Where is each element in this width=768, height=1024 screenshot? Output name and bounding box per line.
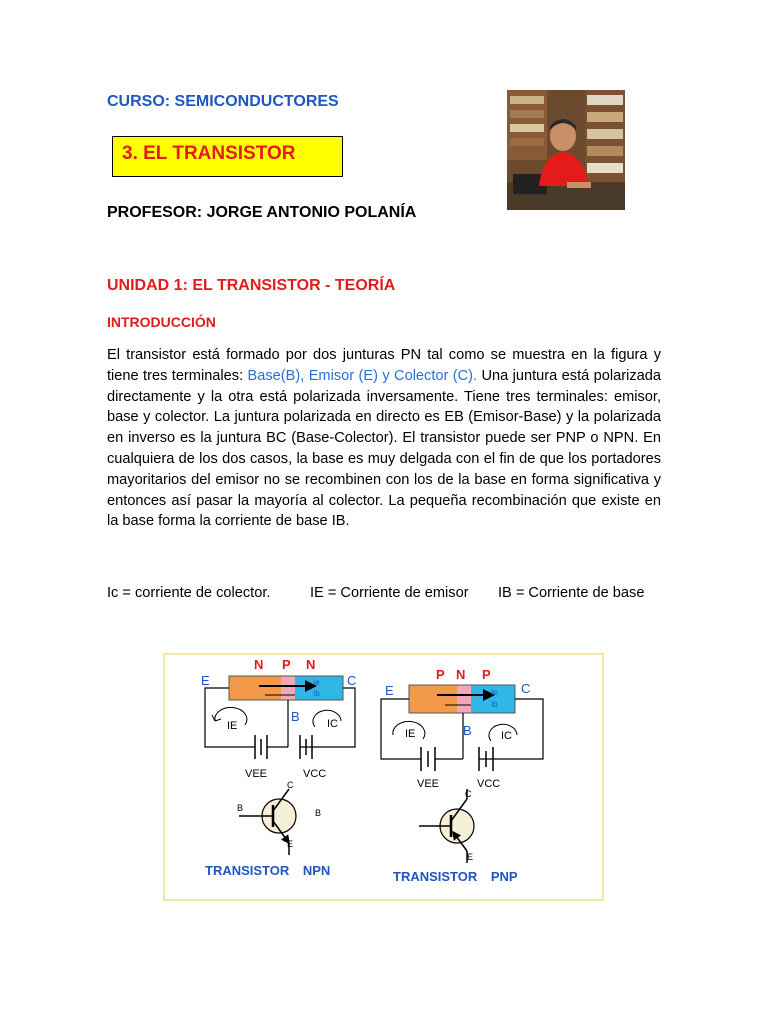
npn-layer-2: P <box>282 657 291 672</box>
pnp-vcc-label: VCC <box>477 778 501 790</box>
transistor-figure <box>163 653 604 901</box>
ib-definition: IB = Corriente de base <box>498 585 645 601</box>
npn-c-label: C <box>347 673 357 688</box>
ic-definition: Ic = corriente de colector. <box>107 585 271 601</box>
ie-definition: IE = Corriente de emisor <box>310 585 469 601</box>
course-title: CURSO: SEMICONDUCTORES <box>107 93 339 110</box>
professor-name: PROFESOR: JORGE ANTONIO POLANÍA <box>107 204 417 221</box>
npn-inner-ie: Ie <box>313 678 320 687</box>
paragraph-text-1: El transistor está formado por dos junturas PN tal como se muestra en la figura y tiene tres terminales: <box>107 347 661 384</box>
pnp-layer-1: P <box>436 667 445 682</box>
pnp-sym-c: C <box>465 789 472 799</box>
npn-e-label: E <box>201 673 210 688</box>
npn-layer-3: N <box>306 657 316 672</box>
pnp-ie-label: IE <box>405 728 416 740</box>
npn-inner-ib: Ib <box>313 689 320 698</box>
pnp-b-label: B <box>463 723 472 738</box>
npn-sym-c: C <box>287 780 294 790</box>
pnp-ic-label: IC <box>501 730 512 742</box>
pnp-e-label: E <box>385 683 394 698</box>
npn-sym-b-right: B <box>315 808 322 818</box>
npn-layer-1: N <box>254 657 264 672</box>
pnp-base-region <box>457 685 471 713</box>
pnp-layer-2: N <box>456 667 466 682</box>
pnp-sym-e: E <box>467 852 474 862</box>
npn-ic-label: IC <box>327 718 338 730</box>
npn-base-region <box>281 676 295 700</box>
document-title: 3. EL TRANSISTOR <box>122 143 296 164</box>
pnp-inner-ib: Ib <box>491 700 498 709</box>
pnp-caption: TRANSISTOR PNP <box>393 869 518 884</box>
section-heading: INTRODUCCIÓN <box>107 314 216 330</box>
pnp-emitter-region <box>409 685 457 713</box>
npn-sym-b: B <box>237 803 244 813</box>
pnp-layer-3: P <box>482 667 491 682</box>
pnp-c-label: C <box>521 681 531 696</box>
pnp-inner-ie: Ie <box>491 688 498 697</box>
npn-vee-label: VEE <box>245 768 268 780</box>
pnp-vee-label: VEE <box>417 778 440 790</box>
npn-b-label: B <box>291 709 300 724</box>
npn-emitter-region <box>229 676 281 700</box>
professor-photo <box>507 90 625 210</box>
terminals-highlight: Base(B), Emisor (E) y Colector (C). <box>247 367 478 384</box>
npn-caption: TRANSISTOR NPN <box>205 863 331 878</box>
npn-diagram <box>201 657 356 878</box>
npn-vcc-label: VCC <box>303 768 327 780</box>
pnp-diagram <box>381 667 543 884</box>
npn-sym-e: E <box>287 839 294 849</box>
npn-ie-label: IE <box>227 720 238 732</box>
paragraph-text-2: Una juntura está polarizada directamente y la otra está polarizada inversamente. Tiene tres terminales: emisor, base y colector. La juntura polarizada en directo es EB (Emisor-Base) y la polarizada en inverso es la juntura BC (Base-Colector). El transistor puede ser PNP o NPN. En cualquiera de los dos casos, la base es muy delgada con el fin de que los portadores mayoritarios del emisor no se recombinen con los de la base en forma significativa y entonces así pasar la mayoría al colector. La pequeña recombinación que existe en la base forma la corriente de base IB. <box>107 367 661 530</box>
intro-paragraph <box>107 345 661 532</box>
unit-heading: UNIDAD 1: EL TRANSISTOR - TEORÍA <box>107 277 396 294</box>
